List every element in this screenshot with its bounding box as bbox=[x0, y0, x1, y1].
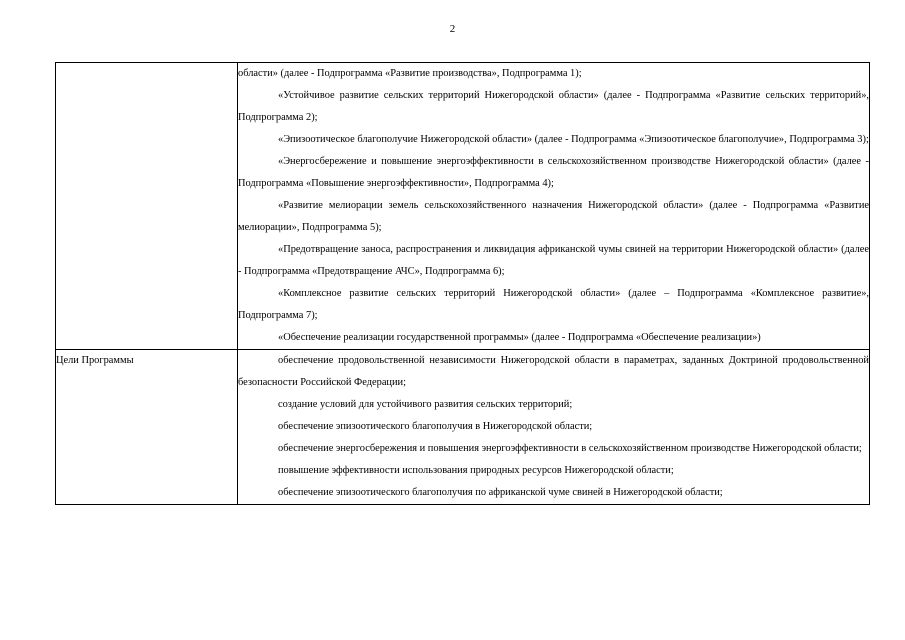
goal-paragraph: обеспечение продовольственной независимости Нижегородской области в параметрах, заданных Доктриной продовольственной безопасности Российской Федерации; bbox=[238, 355, 869, 388]
row-label-cell bbox=[56, 63, 238, 350]
row-content-cell bbox=[238, 350, 870, 505]
subprogram-paragraph: области» (далее - Подпрограмма «Развитие производства», Подпрограмма 1); bbox=[238, 68, 582, 79]
subprogram-paragraph: «Предотвращение заноса, распространения и ликвидация африканской чумы свиней на территории Нижегородской области» (далее - Подпрограмма «Предотвращение АЧС», Подпрограмма 6); bbox=[238, 244, 869, 277]
subprogram-paragraph: «Устойчивое развитие сельских территорий Нижегородской области» (далее - Подпрограмма «Развитие сельских территорий», Подпрограмма 2); bbox=[238, 90, 869, 123]
goal-paragraph: повышение эффективности использования природных ресурсов Нижегородской области; bbox=[278, 465, 674, 476]
goal-paragraph: обеспечение эпизоотического благополучия по африканской чуме свиней в Нижегородской области; bbox=[278, 487, 723, 498]
row-label: Цели Программы bbox=[56, 355, 134, 366]
subprogram-paragraph: «Обеспечение реализации государственной программы» (далее - Подпрограмма «Обеспечение реализации») bbox=[278, 332, 761, 343]
subprogram-paragraph: «Энергосбережение и повышение энергоэффективности в сельскохозяйственном производстве Нижегородской области» (далее - Подпрограмма «Повышение энергоэффективности», Подпрограмма 4); bbox=[238, 156, 869, 189]
page-number: 2 bbox=[449, 23, 456, 35]
row-label-cell bbox=[56, 350, 238, 505]
goal-paragraph: обеспечение эпизоотического благополучия в Нижегородской области; bbox=[278, 421, 593, 432]
subprogram-paragraph: «Эпизоотическое благополучие Нижегородской области» (далее - Подпрограмма «Эпизоотическое благополучие», Подпрограмма 3); bbox=[278, 134, 869, 145]
subprogram-paragraph: «Комплексное развитие сельских территорий Нижегородской области» (далее – Подпрограмма «Комплексное развитие», Подпрограмма 7); bbox=[238, 288, 869, 321]
row-content-cell bbox=[238, 63, 870, 350]
table-row bbox=[56, 350, 870, 505]
goal-paragraph: обеспечение энергосбережения и повышения энергоэффективности в сельскохозяйственном производстве Нижегородской области; bbox=[278, 443, 862, 454]
program-passport-table bbox=[55, 62, 870, 505]
subprogram-paragraph: «Развитие мелиорации земель сельскохозяйственного назначения Нижегородской области» (далее - Подпрограмма «Развитие мелиорации», Подпрограмма 5); bbox=[238, 200, 869, 233]
table-row bbox=[56, 63, 870, 350]
goal-paragraph: создание условий для устойчивого развития сельских территорий; bbox=[278, 399, 573, 410]
